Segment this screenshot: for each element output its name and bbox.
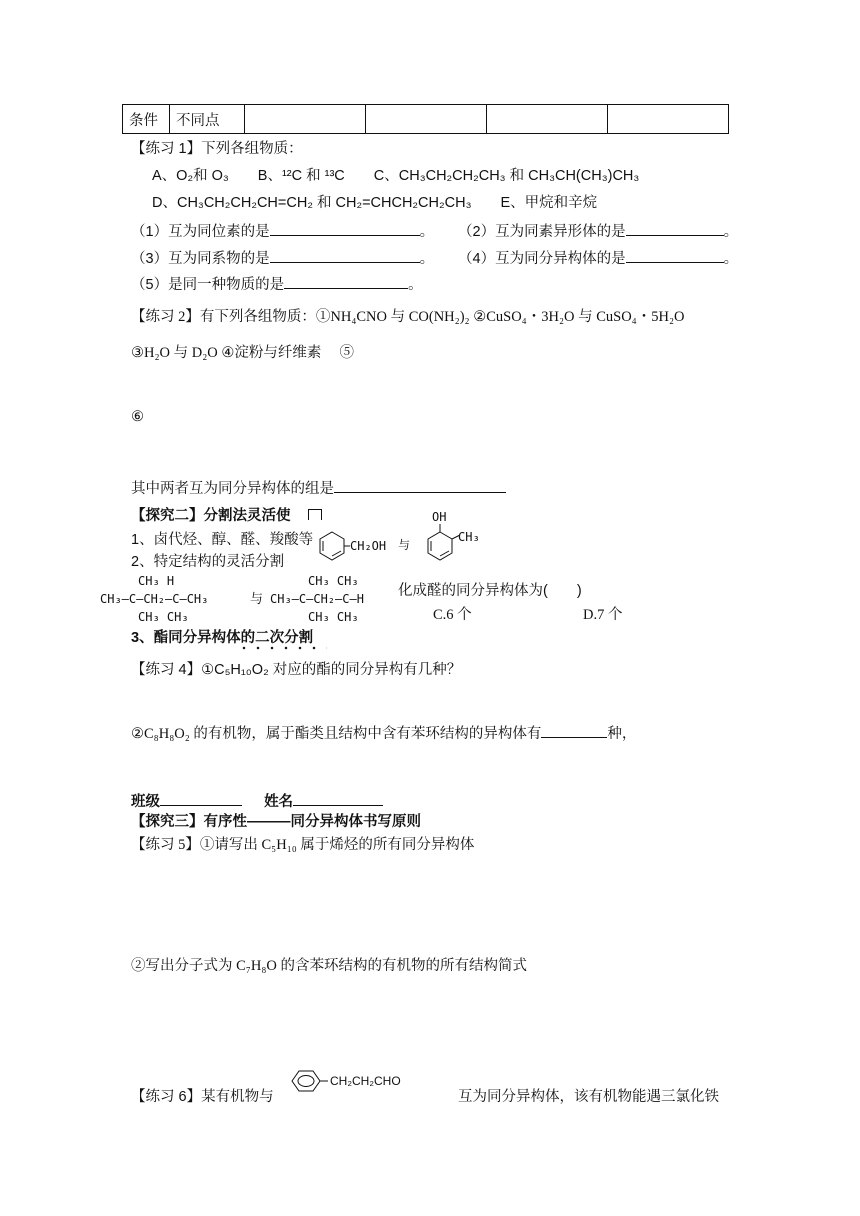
table-cell-condition: 条件 [123, 105, 170, 134]
exercise-2-answer-label: 其中两者互为同分异构体的组是 [131, 481, 334, 497]
period: 。 [723, 224, 739, 240]
benzene-ring-structure [282, 1068, 330, 1094]
explore-3-title: 【探究三】有序性———同分异构体书写原则 [131, 814, 421, 830]
question-4 [458, 248, 738, 269]
exercise-1-line-2: D、CH₃CH₂CH₂CH=CH₂ 和 CH₂=CHCH₂CH₂CH₃ E、甲烷和辛烷 [152, 195, 598, 211]
and-word: 与 [398, 538, 411, 552]
and-word: 与 [250, 591, 264, 606]
exercise-5-q2: ②写出分子式为 C₇H₈O 的含苯环结构的有机物的所有结构简式 [131, 958, 527, 974]
period: 。 [419, 251, 435, 267]
name-input[interactable] [293, 791, 383, 806]
question-5-label: （5）是同一种物质的是 [131, 277, 285, 293]
ch2oh-label: CH₂OH [350, 539, 387, 553]
question-1 [131, 221, 434, 242]
exercise-2-line-2: ③H₂O 与 D₂O ④淀粉与纤维素 ⑤ [131, 345, 354, 361]
exercise-1-line-1: A、O₂和 O₃ B、¹²C 和 ¹³C C、CH₃CH₂CH₂CH₃ 和 CH₃CH(CH₃)CH₃ [152, 168, 640, 184]
table-cell-empty [366, 105, 487, 134]
table-cell-empty [487, 105, 608, 134]
exercise-6-tail: 互为同分异构体，该有机物能遇三氯化铁 [458, 1089, 719, 1105]
exercise-1-heading: 【练习 1】下列各组物质： [131, 141, 303, 157]
option-c: C.6 个 [433, 607, 472, 623]
exercise-4-q2-text: ②C₈H₈O₂ 的有机物，属于酯类且结构中含有苯环结构的异构体有 [131, 726, 542, 742]
question-1-label: （1）互为同位素的是 [131, 224, 270, 240]
question-4-label: （4）互为同分异构体的是 [458, 251, 626, 267]
answer-blank[interactable] [626, 221, 724, 236]
explore-2-point-1: 1、卤代烃、醇、醛、羧酸等 [131, 532, 314, 548]
explore-2-point-3: 3、酯同分异构体的二次分割 [131, 630, 314, 646]
period: 。 [723, 251, 739, 267]
aldehyde-question: 化成醛的同分异构体为( ) [398, 583, 582, 599]
exercise-4-q2 [131, 723, 636, 744]
exercise-2-line-1: 【练习 2】有下列各组物质：①NH₄CNO 与 CO(NH₂)₂ ②CuSO₄・3H₂O 与 CuSO₄・5H₂O [131, 309, 685, 325]
answer-blank[interactable] [270, 221, 420, 236]
exercise-4-q2-end: 种， [607, 726, 637, 742]
glyph-box-icon [308, 509, 322, 520]
alkane-structure-1 [100, 572, 208, 626]
structure-row: CH₃—C—CH₂—C—CH₃ [100, 592, 209, 606]
class-input[interactable] [160, 791, 242, 806]
structure-row: CH₃—C—CH₂—C—H [270, 592, 364, 606]
explore-2-point-2: 2、特定结构的灵活分割 [131, 554, 285, 570]
period: 。 [419, 224, 435, 240]
class-field [131, 791, 383, 812]
table-cell-empty [608, 105, 729, 134]
answer-blank[interactable] [270, 248, 420, 263]
question-2 [458, 221, 738, 242]
name-label: 姓名 [264, 794, 294, 810]
table-cell-empty [245, 105, 366, 134]
question-3-label: （3）互为同系物的是 [131, 251, 270, 267]
ch3-label: CH₃ [458, 530, 480, 544]
propanal-chain: CH₂CH₂CHO [330, 1074, 401, 1088]
emphasis-dots [237, 646, 327, 650]
explore-2-title: 【探究二】分割法灵活使 [131, 508, 291, 524]
answer-blank[interactable] [334, 478, 506, 493]
period: 。 [408, 277, 423, 293]
condition-table [122, 104, 729, 134]
table-row [123, 105, 729, 134]
structure-row: CH₃ CH₃ [138, 610, 189, 624]
exercise-2-item-6: ⑥ [131, 409, 144, 425]
structure-row: CH₃ H [138, 574, 175, 588]
question-5 [131, 274, 423, 295]
answer-blank[interactable] [541, 723, 607, 738]
class-label: 班级 [131, 794, 160, 810]
alkane-structure-2 [270, 572, 364, 626]
question-3 [131, 248, 434, 269]
exercise-2-answer [131, 478, 506, 499]
question-2-label: （2）互为同素异形体的是 [458, 224, 626, 240]
structure-row: CH₃ CH₃ [308, 610, 359, 624]
answer-blank[interactable] [626, 248, 724, 263]
exercise-5-q1: 【练习 5】①请写出 C₅H₁₀ 属于烯烃的所有同分异构体 [131, 837, 475, 853]
oh-label: OH [432, 510, 447, 524]
answer-blank[interactable] [284, 274, 408, 289]
exercise-4-q1: 【练习 4】①C₅H₁₀O₂ 对应的酯的同分异构有几种？ [131, 662, 462, 678]
option-d: D.7 个 [583, 607, 623, 623]
table-cell-difference: 不同点 [170, 105, 245, 134]
exercise-6-head: 【练习 6】某有机物与 [131, 1089, 274, 1105]
structure-row: CH₃ CH₃ [308, 574, 359, 588]
